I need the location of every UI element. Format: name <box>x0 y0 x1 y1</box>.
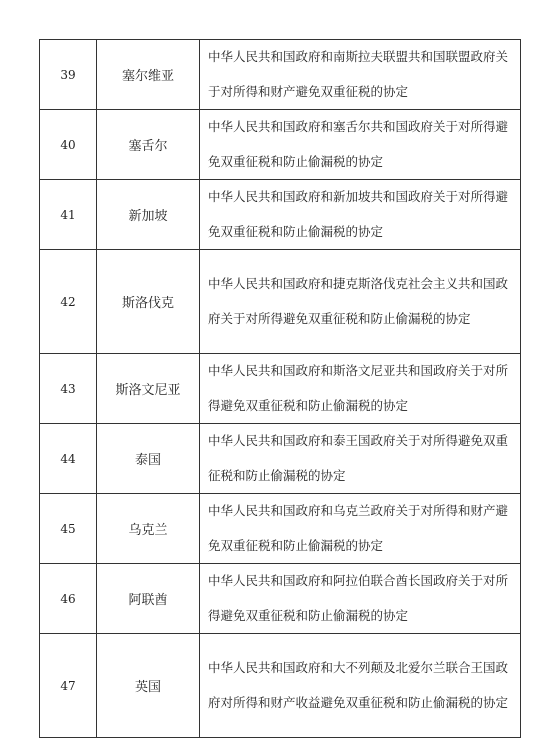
table-row <box>40 564 521 634</box>
row-number: 46 <box>40 564 97 634</box>
country-name: 塞尔维亚 <box>97 40 200 110</box>
country-name: 阿联酋 <box>97 564 200 634</box>
country-name: 泰国 <box>97 424 200 494</box>
treaty-name: 中华人民共和国政府和大不列颠及北爱尔兰联合王国政府对所得和财产收益避免双重征税和防止偷漏税的协定 <box>200 634 521 738</box>
row-number: 47 <box>40 634 97 738</box>
row-number: 44 <box>40 424 97 494</box>
row-number: 45 <box>40 494 97 564</box>
treaty-name: 中华人民共和国政府和泰王国政府关于对所得避免双重征税和防止偷漏税的协定 <box>200 424 521 494</box>
treaty-name: 中华人民共和国政府和乌克兰政府关于对所得和财产避免双重征税和防止偷漏税的协定 <box>200 494 521 564</box>
table-row <box>40 494 521 564</box>
table-row <box>40 634 521 738</box>
table-row <box>40 424 521 494</box>
treaty-name: 中华人民共和国政府和南斯拉夫联盟共和国联盟政府关于对所得和财产避免双重征税的协定 <box>200 40 521 110</box>
country-name: 乌克兰 <box>97 494 200 564</box>
country-name: 新加坡 <box>97 180 200 250</box>
table-row <box>40 110 521 180</box>
row-number: 41 <box>40 180 97 250</box>
table-row <box>40 354 521 424</box>
country-name: 斯洛文尼亚 <box>97 354 200 424</box>
country-name: 英国 <box>97 634 200 738</box>
treaty-name: 中华人民共和国政府和捷克斯洛伐克社会主义共和国政府关于对所得避免双重征税和防止偷漏税的协定 <box>200 250 521 354</box>
treaty-name: 中华人民共和国政府和新加坡共和国政府关于对所得避免双重征税和防止偷漏税的协定 <box>200 180 521 250</box>
row-number: 42 <box>40 250 97 354</box>
treaty-name: 中华人民共和国政府和阿拉伯联合酋长国政府关于对所得避免双重征税和防止偷漏税的协定 <box>200 564 521 634</box>
table-row <box>40 40 521 110</box>
treaty-name: 中华人民共和国政府和斯洛文尼亚共和国政府关于对所得避免双重征税和防止偷漏税的协定 <box>200 354 521 424</box>
country-name: 塞舌尔 <box>97 110 200 180</box>
table-row <box>40 250 521 354</box>
country-name: 斯洛伐克 <box>97 250 200 354</box>
treaty-name: 中华人民共和国政府和塞舌尔共和国政府关于对所得避免双重征税和防止偷漏税的协定 <box>200 110 521 180</box>
row-number: 43 <box>40 354 97 424</box>
treaty-table <box>39 39 521 738</box>
row-number: 40 <box>40 110 97 180</box>
table-row <box>40 180 521 250</box>
row-number: 39 <box>40 40 97 110</box>
